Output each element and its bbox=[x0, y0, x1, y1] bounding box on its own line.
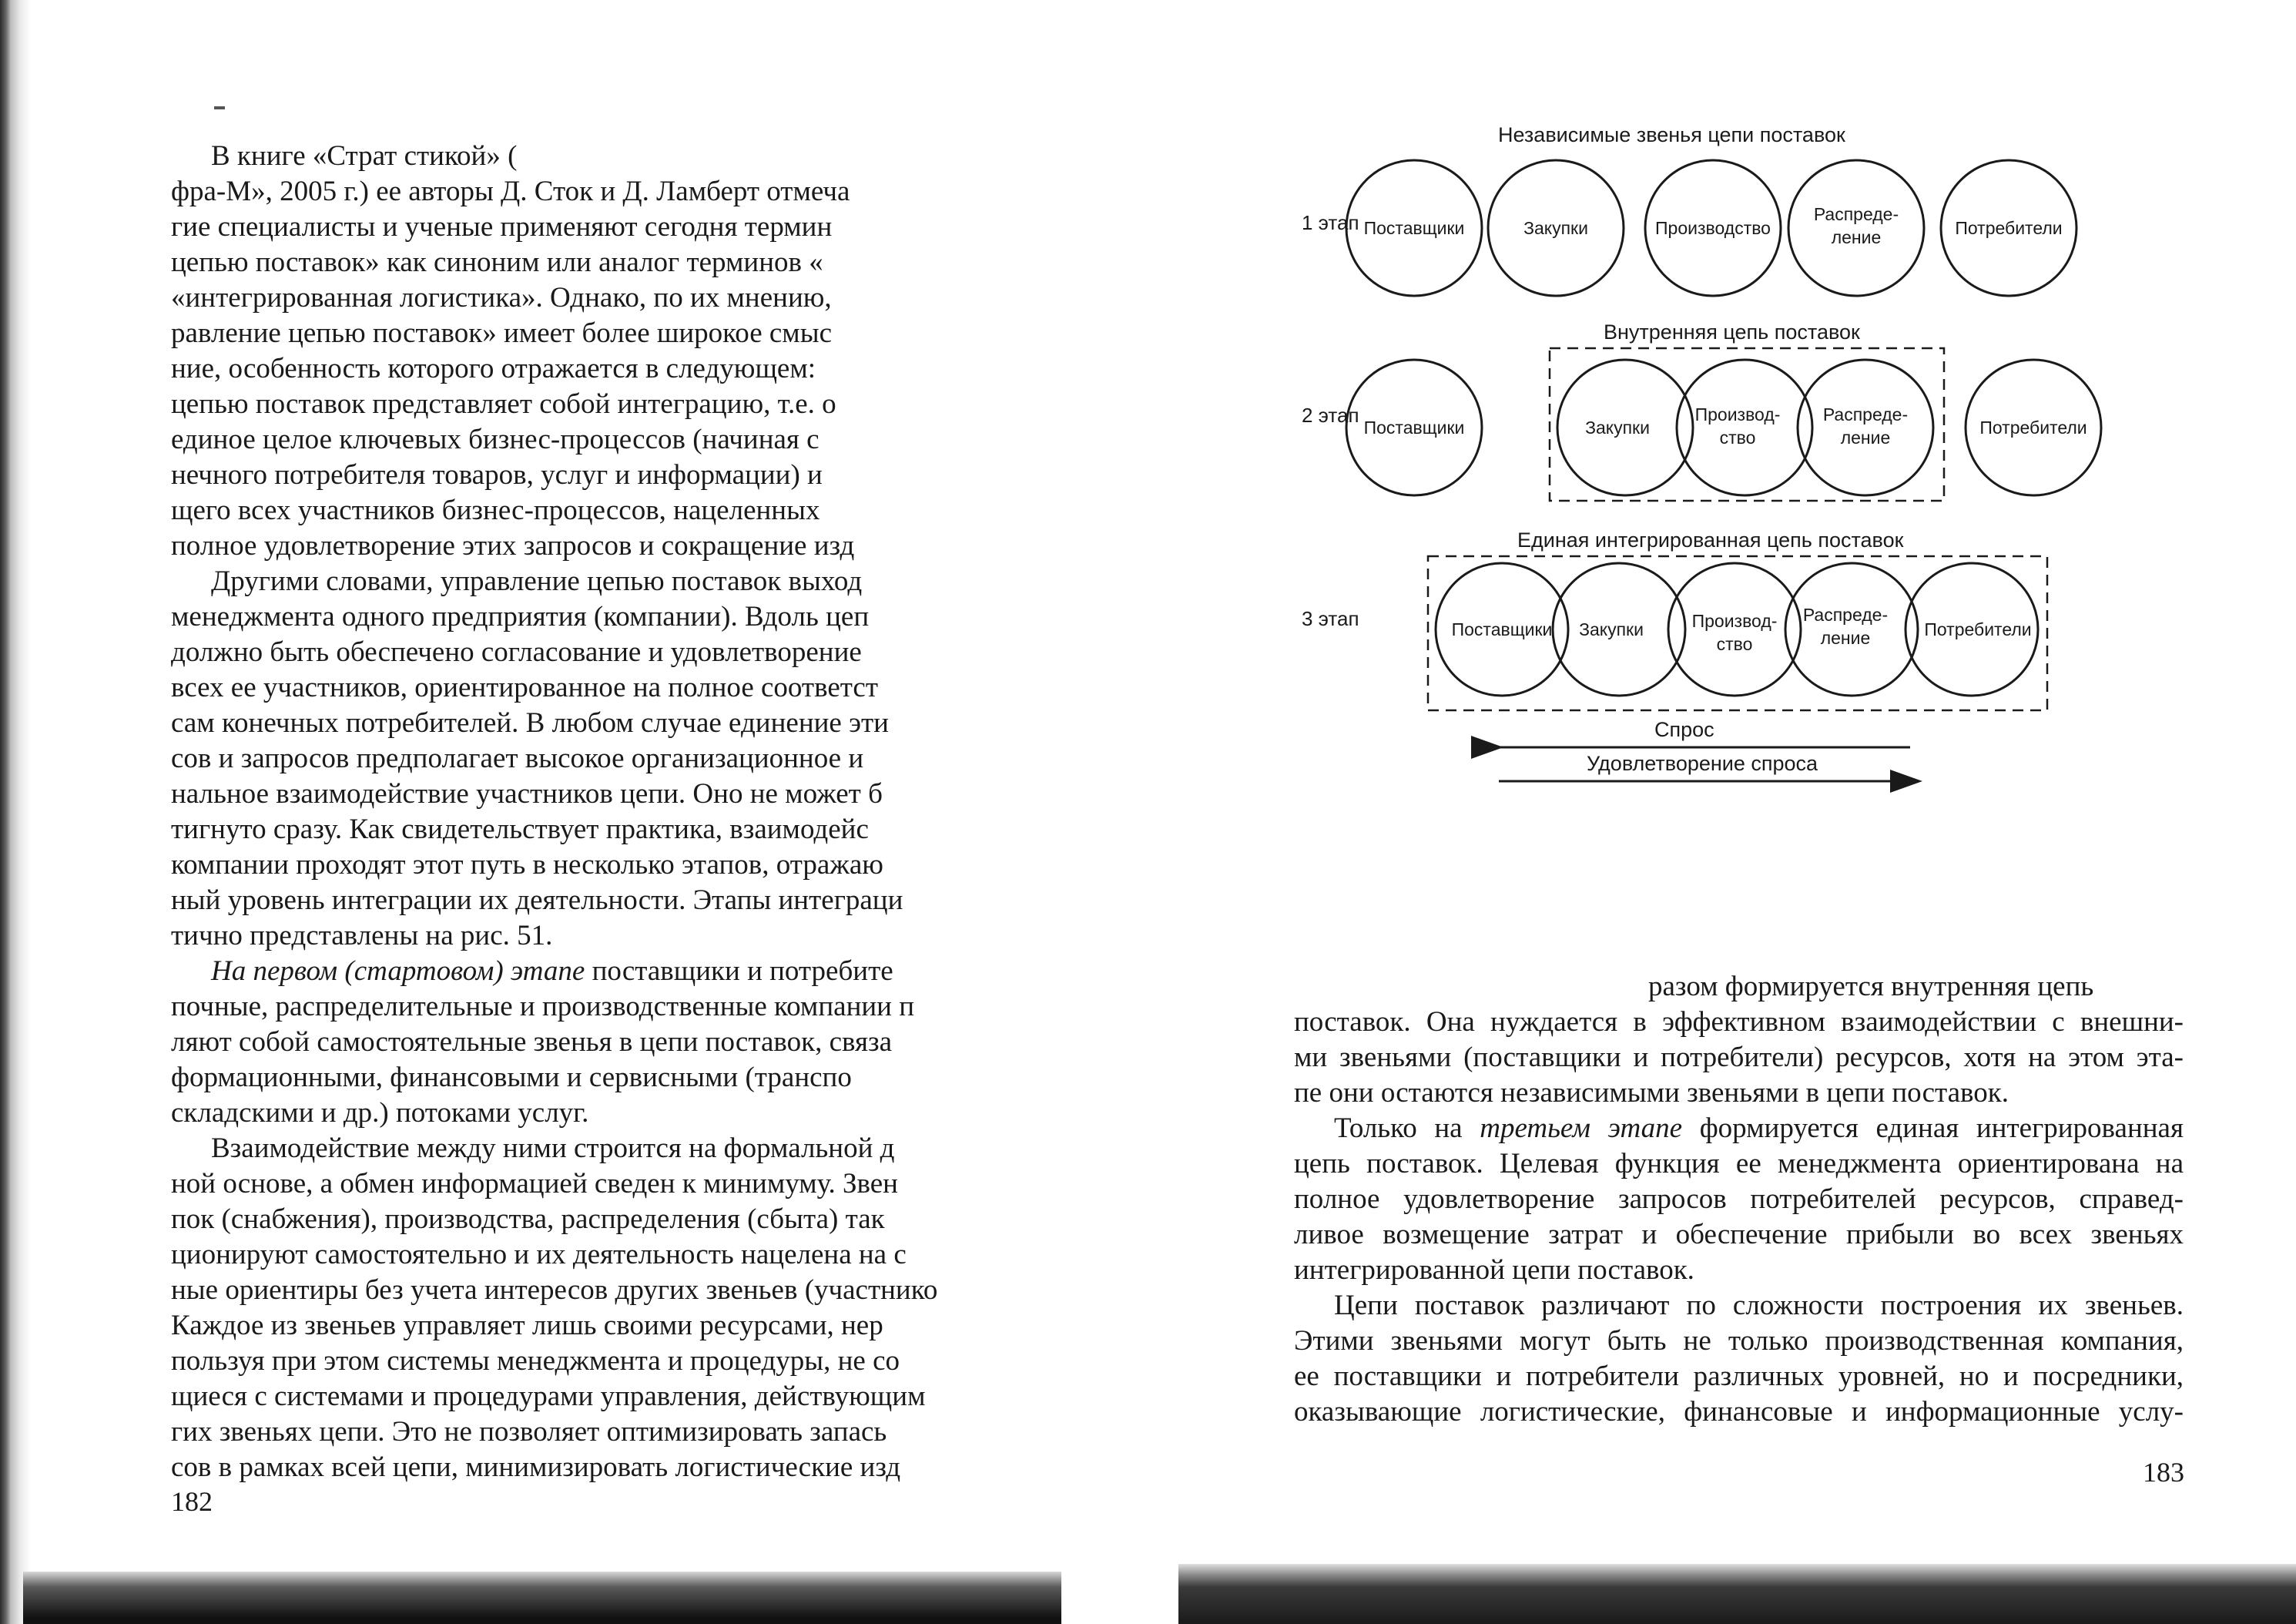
text-span: формируется единая интегрированная bbox=[1682, 1112, 2184, 1144]
diagram-title-internal: Внутренняя цепь поставок bbox=[1604, 320, 1860, 344]
text-line: ный уровень интеграции их деятельности. Этапы интеграци bbox=[171, 884, 903, 916]
text-line bbox=[171, 954, 953, 989]
text-span: поставщики и потребите bbox=[585, 955, 893, 987]
stage-label-1: 1 этап bbox=[1302, 211, 1359, 234]
stage-label-3: 3 этап bbox=[1302, 607, 1359, 630]
label-purchasing-1: Закупки bbox=[1523, 218, 1588, 238]
text-line: цепью поставок» как синоним или аналог терминов « bbox=[171, 247, 823, 278]
stage-label-2: 2 этап bbox=[1302, 404, 1359, 427]
label-distribution-2a: Распреде- bbox=[1822, 404, 1909, 424]
label-distribution-2b: ление bbox=[1840, 428, 1891, 448]
text-line: разом формируется внутренняя цепь bbox=[1648, 971, 2094, 1002]
text-line: ционируют самостоятельно и их деятельность нацелена на с bbox=[171, 1239, 907, 1270]
label-production-2a: Производ- bbox=[1694, 404, 1781, 424]
diagram-title-independent: Независимые звенья цепи поставок bbox=[1498, 123, 1845, 146]
text-line: единое целое ключевых бизнес-процессов (начиная с bbox=[171, 424, 820, 455]
text-line: сов в рамках всей цепи, минимизировать логистические изд bbox=[171, 1451, 901, 1483]
label-distribution-1a: Распреде- bbox=[1813, 204, 1899, 224]
text-line: сов и запросов предполагает высокое организационное и bbox=[171, 743, 864, 774]
scan-artifact bbox=[214, 106, 225, 109]
label-suppliers-1: Поставщики bbox=[1363, 218, 1465, 238]
text-line: В книге «Страт стикой» ( bbox=[211, 140, 518, 172]
text-line: сам конечных потребителей. В любом случае единение эти bbox=[171, 707, 889, 739]
supply-chain-diagram bbox=[1263, 116, 2157, 794]
label-suppliers-2: Поставщики bbox=[1363, 418, 1465, 438]
text-line: ные ориентиры без учета интересов других звеньев (участнико bbox=[171, 1274, 938, 1306]
text-line: фра-М», 2005 г.) ее авторы Д. Сток и Д. Ламберт отмеча bbox=[171, 176, 850, 207]
italic-phrase: На первом (стартовом) этапе bbox=[211, 955, 585, 987]
text-line: нальное взаимодействие участников цепи. Оно не может б bbox=[171, 778, 883, 810]
text-line: пок (снабжения), производства, распределения (сбыта) так bbox=[171, 1203, 885, 1235]
text-line: Этими звеньями могут быть не только производственная компания, bbox=[1294, 1325, 2184, 1357]
label-purchasing-3: Закупки bbox=[1579, 619, 1644, 639]
text-line: цепь поставок. Целевая функция ее менеджмента ориентирована на bbox=[1294, 1148, 2184, 1179]
label-production-3a: Производ- bbox=[1691, 611, 1778, 631]
text-line: Другими словами, управление цепью поставок выход bbox=[211, 565, 863, 597]
text-line: менеджмента одного предприятия (компании). Вдоль цеп bbox=[171, 601, 870, 632]
label-satisfaction: Удовлетворение спроса bbox=[1587, 752, 1818, 775]
text-line: должно быть обеспечено согласование и удовлетворение bbox=[171, 636, 862, 668]
text-line: почные, распределительные и производственные компании п bbox=[171, 991, 915, 1022]
text-line: ние, особенность которого отражается в следующем: bbox=[171, 353, 816, 384]
left-page-text bbox=[171, 139, 953, 1485]
label-production-1: Производство bbox=[1655, 218, 1771, 238]
text-line bbox=[1294, 1111, 2184, 1146]
label-consumers-2: Потребители bbox=[1979, 418, 2087, 438]
text-line: поставок. Она нуждается в эффективном взаимодействии с внешни- bbox=[1294, 1006, 2184, 1038]
text-line: интегрированной цепи поставок. bbox=[1294, 1254, 1694, 1286]
label-suppliers-3: Поставщики bbox=[1451, 619, 1553, 639]
label-production-3b: ство bbox=[1716, 634, 1753, 654]
text-line: Взаимодействие между ними строится на формальной д bbox=[211, 1132, 895, 1164]
book-spine-shadow bbox=[0, 0, 31, 1624]
text-line: нечного потребителя товаров, услуг и информации) и bbox=[171, 459, 823, 491]
page-number: 183 bbox=[2143, 1457, 2184, 1488]
italic-phrase: третьем этапе bbox=[1480, 1112, 1683, 1144]
label-distribution-1b: ление bbox=[1831, 227, 1882, 247]
text-line: пользуя при этом системы менеджмента и процедуры, не со bbox=[171, 1345, 900, 1377]
label-production-2b: ство bbox=[1719, 428, 1756, 448]
text-line: ливое возмещение затрат и обеспечение прибыли во всех звеньях bbox=[1294, 1219, 2184, 1250]
text-line: ной основе, а обмен информацией сведен к минимуму. Звен bbox=[171, 1168, 898, 1200]
text-line: ее поставщики и потребители различных уровней, но и посредники, bbox=[1294, 1361, 2184, 1392]
label-consumers-3: Потребители bbox=[1924, 619, 2032, 639]
page-number: 182 bbox=[171, 1486, 213, 1517]
scan-bottom-shadow bbox=[1178, 1564, 2296, 1624]
label-distribution-3b: ление bbox=[1820, 628, 1871, 648]
text-line: Каждое из звеньев управляет лишь своими ресурсами, нер bbox=[171, 1310, 883, 1341]
text-line: всех ее участников, ориентированное на полное соответст bbox=[171, 672, 878, 703]
text-line: Цепи поставок различают по сложности построения их звеньев. bbox=[1334, 1290, 2184, 1321]
label-distribution-3a: Распреде- bbox=[1802, 605, 1889, 625]
text-line: оказывающие логистические, финансовые и информационные услу- bbox=[1294, 1396, 2184, 1428]
text-line: равление цепью поставок» имеет более широкое смыс bbox=[171, 317, 832, 349]
text-line: гие специалисты и ученые применяют сегодня термин bbox=[171, 211, 833, 243]
text-line: полное удовлетворение этих запросов и сокращение изд bbox=[171, 530, 855, 562]
right-page-text bbox=[1294, 969, 2184, 1430]
text-line: гих звеньях цепи. Это не позволяет оптимизировать запась bbox=[171, 1416, 887, 1448]
scan-bottom-shadow bbox=[23, 1572, 1061, 1624]
left-page bbox=[0, 0, 1063, 1624]
label-purchasing-2: Закупки bbox=[1585, 418, 1650, 438]
text-line: тигнуто сразу. Как свидетельствует практика, взаимодейс bbox=[171, 814, 869, 845]
diagram-title-integrated: Единая интегрированная цепь поставок bbox=[1517, 528, 1904, 552]
diagram-svg bbox=[1263, 116, 2157, 794]
text-line: ляют собой самостоятельные звенья в цепи поставок, связа bbox=[171, 1026, 893, 1058]
text-line: компании проходят этот путь в несколько этапов, отражаю bbox=[171, 849, 883, 881]
text-line: цепью поставок представляет собой интеграцию, т.е. о bbox=[171, 388, 836, 420]
label-consumers-1: Потребители bbox=[1955, 218, 2063, 238]
text-line: пе они остаются независимыми звеньями в цепи поставок. bbox=[1294, 1077, 2009, 1109]
text-line: щиеся с системами и процедурами управления, действующим bbox=[171, 1381, 926, 1412]
text-line: полное удовлетворение запросов потребителей ресурсов, справед- bbox=[1294, 1183, 2184, 1215]
text-line: «интегрированная логистика». Однако, по их мнению, bbox=[171, 282, 832, 314]
label-demand: Спрос bbox=[1654, 718, 1714, 741]
text-line: формационными, финансовыми и сервисными (транспо bbox=[171, 1062, 852, 1093]
text-line: складскими и др.) потоками услуг. bbox=[171, 1097, 589, 1129]
text-line: ми звеньями (поставщики и потребители) ресурсов, хотя на этом эта- bbox=[1294, 1042, 2184, 1073]
text-line: щего всех участников бизнес-процессов, нацеленных bbox=[171, 495, 820, 526]
text-span: Только на bbox=[1334, 1112, 1480, 1144]
text-line: тично представлены на рис. 51. bbox=[171, 920, 553, 951]
